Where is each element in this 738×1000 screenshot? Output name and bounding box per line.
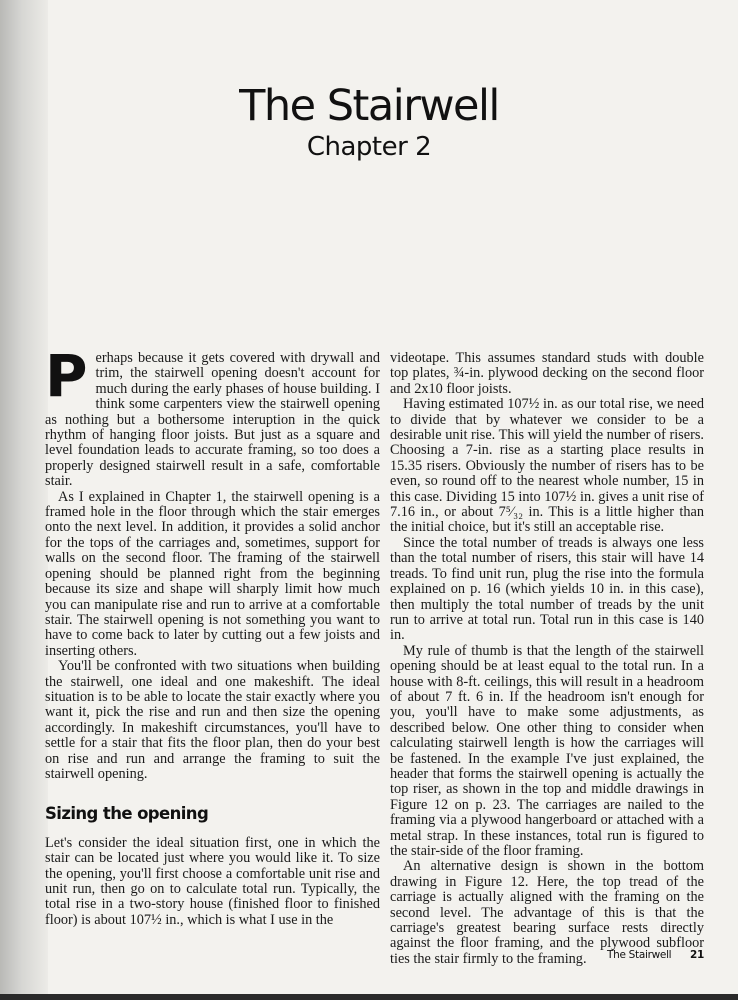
drop-cap: P <box>45 342 88 410</box>
paragraph: You'll be confronted with two situations when building the stairwell, one ideal and one makeshift. The ideal situation is to be able to locate the stair exactly where you want it, pick the rise and run and then size the opening accordingly. In makeshift circumstances, you'll have to settle for a stair that fits the floor plan, then do your best on rise and run and arrange the framing to suit the stairwell opening. <box>45 658 380 782</box>
paragraph: My rule of thumb is that the length of the stairwell opening should be at least equal to the total run. In a house with 8-ft. ceilings, this will result in a headroom of about 7 ft. 6 in. If the headroom isn't enough for you, you'll have to make some adjustments, as described below. One other thing to consider when calculating stairwell length is how the carriages will be fastened. In the example I've just explained, the header that forms the stairwell opening is actually the top riser, as shown in the top and middle drawings in Figure 12 on p. 23. The carriages are nailed to the framing via a plywood hangerboard or attached with a metal strap. In these instances, total run is figured to the stair-side of the floor framing. <box>390 642 704 859</box>
page-bottom-edge <box>0 994 738 1000</box>
paragraph <box>45 342 380 490</box>
paragraph-text: erhaps because it gets covered with drywall and trim, the stairwell opening doesn't account for much during the early phases of house building. I think some carpenters view the stairwell opening as nothing but a bothersome interuption in the quick rhythm of hanging floor joists. But just as a square and level foundation leads to accurate framing, so too does a properly designed stairwell result in a safe, comfortable stair. <box>45 350 380 490</box>
paragraph: Let's consider the ideal situation first, one in which the stair can be located just where you would like it. To size the opening, you'll first choose a comfortable unit rise and unit run, then go on to calculate total run. Typically, the total rise in a two-story house (finished floor to finished floor) is about 107½ in., which is what I use in the <box>45 834 380 928</box>
paragraph: Having estimated 107½ in. as our total rise, we need to divide that by whatever we consider to be a desirable unit rise. This will yield the number of risers. Choosing a 7-in. rise as a starting place results in 15.35 risers. Obviously the number of risers has to be even, so round off to the nearest whole number, 15 in this case. Dividing 15 into 107½ in. gives a unit rise of 7.16 in., or about 7⁵⁄₃₂ in. This is a little higher than the initial choice, but it's still an acceptable rise. <box>390 396 704 536</box>
running-head: The Stairwell <box>607 949 672 961</box>
paragraph: videotape. This assumes standard studs with double top plates, ¾-in. plywood decking on the second floor and 2x10 floor joists. <box>390 350 704 397</box>
page-number: 21 <box>690 949 705 961</box>
paragraph: An alternative design is shown in the bottom drawing in Figure 12. Here, the top tread of the carriage is actually aligned with the framing on the second level. The advantage of this is that the carriage's greatest bearing surface rests directly against the floor framing, and the plywood subfloor ties the stair firmly to the framing. <box>390 858 704 967</box>
section-heading: Sizing the opening <box>45 804 209 824</box>
right-column <box>390 351 704 967</box>
chapter-label: Chapter 2 <box>306 132 432 162</box>
left-column <box>45 342 380 928</box>
paragraph: As I explained in Chapter 1, the stairwell opening is a framed hole in the floor through which the stair emerges onto the next level. In addition, it provides a solid anchor for the tops of the carriages and, sometimes, support for walls on the second floor. The framing of the stairwell opening should be planned right from the beginning because its size and shape will sharply limit how much you can manipulate rise and run to arrive at a comfortable stair. The stairwell opening is not something you want to have to come back to later by cutting out a few joists and inserting others. <box>45 488 380 659</box>
paragraph: Since the total number of treads is always one less than the total number of risers, this stair will have 14 treads. To find unit run, plug the rise into the formula explained on p. 16 (which yields 10 in. in this case), then multiply the total number of treads by the unit run to arrive at total run. Total run in this case is 140 in. <box>390 534 704 644</box>
page-title: The Stairwell <box>239 80 499 131</box>
